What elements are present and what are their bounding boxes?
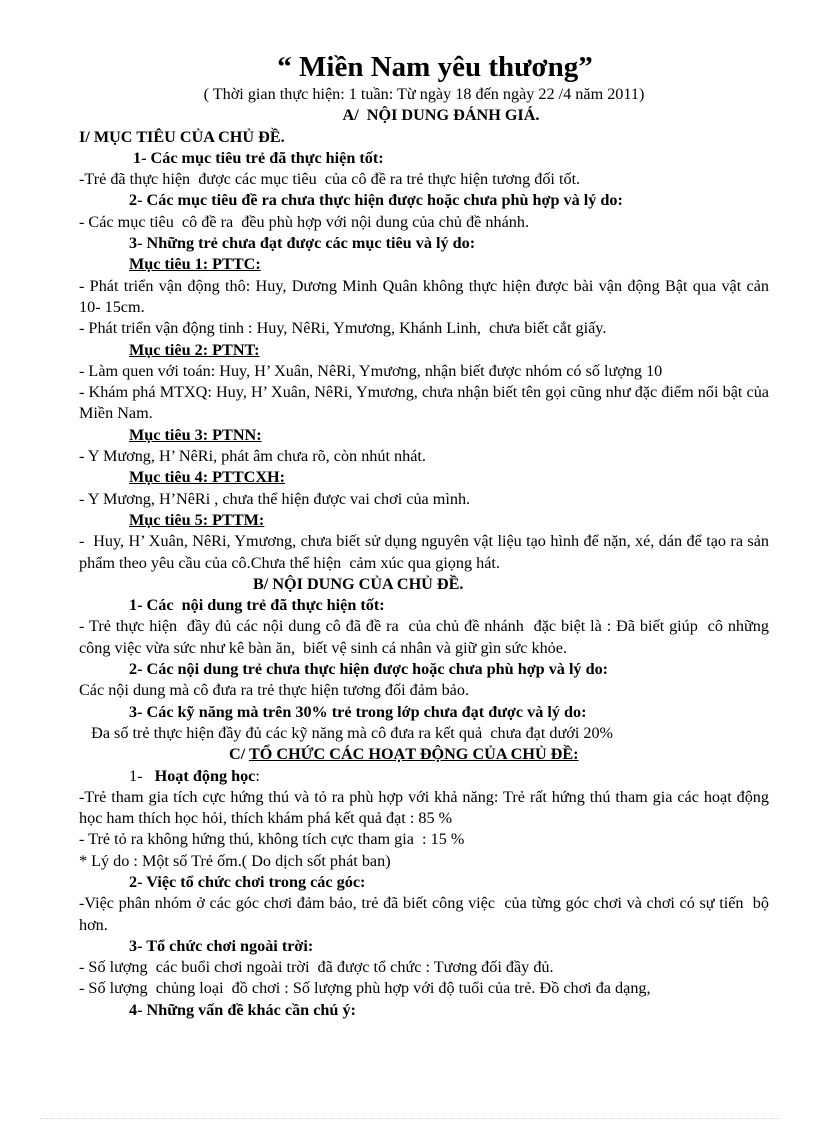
document-body [79, 50, 778, 1021]
document-subtitle: ( Thời gian thực hiện: 1 tuần: Từ ngày 18 đến ngày 22 /4 năm 2011) [203, 85, 645, 103]
section-c-prefix: C/ [229, 745, 249, 764]
goal-5-heading: Mục tiêu 5: PTTM: [129, 510, 265, 529]
paragraph-achieved-goals: -Trẻ đã thực hiện được các mục tiêu của cô đề ra trẻ thực hiện tương đối tốt. [79, 170, 581, 189]
learning-number: 1- [129, 766, 155, 785]
goal-2-paragraph-2: - Khám phá MTXQ: Huy, H’ Xuân, NêRi, Ymương, chưa nhận biết tên gọi cũng như đặc điểm nổi bật của Miền Nam. [79, 383, 774, 423]
goal-2-heading: Mục tiêu 2: PTNT: [129, 340, 260, 359]
heading-corner-play: 2- Việc tổ chức chơi trong các góc: [129, 872, 366, 891]
paragraph-content-done: - Trẻ thực hiện đầy đủ các nội dung cô đã đề ra của chủ đề nhánh đặc biệt là : Đã biết giúp cô những công việc vừa sức như kê bàn ăn, biết vệ sinh cá nhân và giữ gìn sức khỏe. [79, 617, 778, 657]
section-c-heading [79, 744, 769, 765]
learning-colon: : [255, 766, 260, 785]
paragraph-outdoor-1: - Số lượng các buổi chơi ngoài trời đã được tổ chức : Tương đối đầy đủ. [79, 958, 554, 977]
paragraph-skills: Đa số trẻ thực hiện đầy đủ các kỹ năng mà cô đưa ra kết quả chưa đạt dưới 20% [79, 723, 614, 742]
heading-skills: 3- Các kỹ năng mà trên 30% trẻ trong lớp chưa đạt được và lý do: [129, 702, 587, 721]
heading-outdoor-play: 3- Tổ chức chơi ngoài trời: [129, 936, 314, 955]
paragraph-outdoor-2: - Số lượng chủng loại đồ chơi : Số lượng phù hợp với độ tuổi của trẻ. Đồ chơi đa dạng, [79, 979, 651, 998]
goal-1-paragraph-2: - Phát triển vận động tinh : Huy, NêRi, Ymương, Khánh Linh, chưa biết cắt giấy. [79, 319, 607, 338]
heading-learning-activities [79, 766, 769, 787]
goal-1-heading: Mục tiêu 1: PTTC: [129, 255, 261, 274]
page-bottom-divider [40, 1118, 780, 1119]
part-1-heading: I/ MỤC TIÊU CỦA CHỦ ĐỀ. [79, 127, 285, 146]
heading-content-done: 1- Các nội dung trẻ đã thực hiện tốt: [129, 596, 385, 615]
heading-other-issues: 4- Những vấn đề khác cần chú ý: [129, 1000, 356, 1019]
goal-3-paragraph-1: - Y Mương, H’ NêRi, phát âm chưa rõ, còn nhút nhát. [79, 447, 426, 466]
heading-achieved-goals: 1- Các mục tiêu trẻ đã thực hiện tốt: [133, 148, 384, 167]
paragraph-learning-2: - Trẻ tỏ ra không hứng thú, không tích cực tham gia : 15 % [79, 830, 465, 849]
paragraph-content-not-done: Các nội dung mà cô đưa ra trẻ thực hiện tương đối đảm bảo. [79, 681, 470, 700]
goal-4-heading: Mục tiêu 4: PTTCXH: [129, 468, 286, 487]
section-b-heading: B/ NỘI DUNG CỦA CHỦ ĐỀ. [253, 574, 464, 593]
heading-content-not-done: 2- Các nội dung trẻ chưa thực hiện được hoặc chưa phù hợp và lý do: [129, 660, 609, 679]
section-c-label: TỔ CHỨC CÁC HOẠT ĐỘNG CỦA CHỦ ĐỀ: [248, 745, 579, 764]
section-a-heading: A/ NỘI DUNG ĐÁNH GIÁ. [342, 106, 540, 125]
goal-4-paragraph-1: - Y Mương, H’NêRi , chưa thể hiện được vai chơi của mình. [79, 489, 471, 508]
goal-3-heading: Mục tiêu 3: PTNN: [129, 425, 262, 444]
goal-5-paragraph-1: - Huy, H’ Xuân, NêRi, Ymương, chưa biết sử dụng nguyên vật liệu tạo hình để nặn, xé, dán để tạo ra sản phẩm theo yêu cầu của cô.Chưa thể hiện cảm xúc qua giọng hát. [79, 532, 774, 572]
document-title: “ Miền Nam yêu thương” [277, 51, 593, 83]
paragraph-corner-play: -Việc phân nhóm ở các góc chơi đảm bảo, trẻ đã biết công việc của từng góc chơi và chơi có sự tiến bộ hơn. [79, 894, 774, 934]
learning-label: Hoạt động học [154, 766, 256, 785]
goal-1-paragraph-1: - Phát triển vận động thô: Huy, Dương Minh Quân không thực hiện được bài vận động Bật qua vật cản 10- 15cm. [79, 276, 774, 316]
goal-2-paragraph-1: - Làm quen với toán: Huy, H’ Xuân, NêRi, Ymương, nhận biết được nhóm có số lượng 10 [79, 361, 663, 380]
paragraph-unmet-goals: - Các mục tiêu cô đề ra đều phù hợp với nội dung của chủ đề nhánh. [79, 212, 530, 231]
heading-unmet-goals: 2- Các mục tiêu đề ra chưa thực hiện được hoặc chưa phù hợp và lý do: [129, 191, 623, 210]
paragraph-learning-1: -Trẻ tham gia tích cực hứng thú và tỏ ra phù hợp với khả năng: Trẻ rất hứng thú tham gia các hoạt động học ham thích học hỏi, thích khám phá kết quả đạt : 85 % [79, 787, 774, 828]
paragraph-learning-reason: * Lý do : Một số Trẻ ốm.( Do dịch sốt phát ban) [79, 851, 391, 870]
heading-children-not-achieved: 3- Những trẻ chưa đạt được các mục tiêu và lý do: [129, 234, 476, 253]
